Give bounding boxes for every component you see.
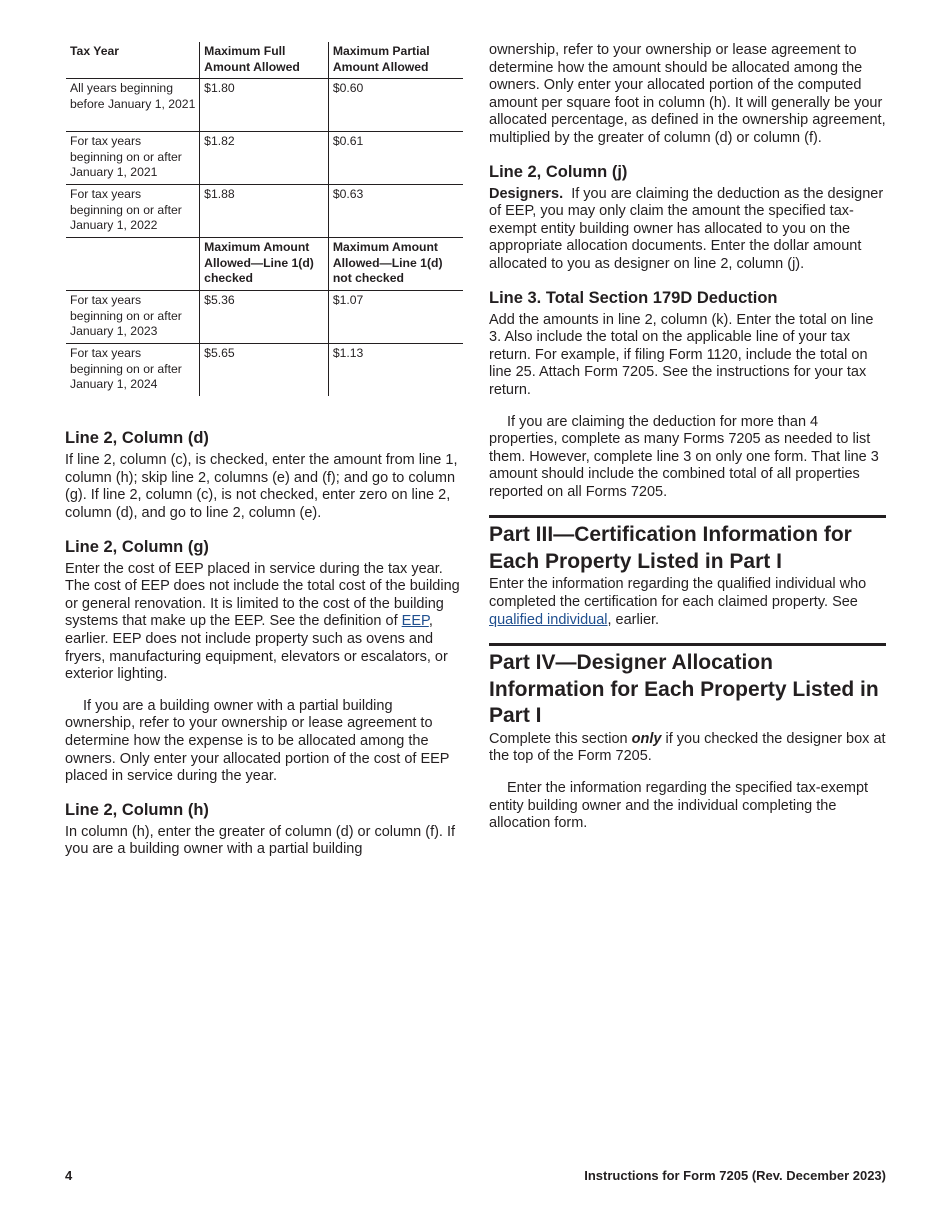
header-cell: Maximum Amount Allowed—Line 1(d) not checked xyxy=(328,238,463,291)
table-cell: $0.63 xyxy=(328,185,463,238)
table-cell: $1.13 xyxy=(328,344,463,397)
col-g-paragraph-2: If you are a building owner with a partial building ownership, refer to your ownership or lease agreement to determine how the expense is to be allocated among the owners. Only enter your allocated portion of the cost of EEP placed in service during the year. xyxy=(65,697,450,785)
table-row xyxy=(66,291,463,344)
header-cell: Maximum Partial Amount Allowed xyxy=(328,42,463,79)
col-h-heading: Line 2, Column (h) xyxy=(65,800,209,819)
part-3-text-before-link: Enter the information regarding the qualified individual who completed the certification for each claimed property. See xyxy=(489,576,867,611)
header-cell: Maximum Amount Allowed—Line 1(d) checked xyxy=(200,238,329,291)
table-cell: For tax years beginning on or after January 1, 2021 xyxy=(70,134,182,180)
line-3-heading: Line 3. Total Section 179D Deduction xyxy=(489,288,778,307)
table-cell: $5.36 xyxy=(200,291,329,344)
part-4-paragraph-1 xyxy=(489,731,886,766)
table-header-row xyxy=(66,42,463,79)
part-4-text-before: Complete this section xyxy=(489,730,632,747)
col-g-text-after-link: , earlier. EEP does not include property such as ovens and fryers, manufacturing equipment, elevators or escalators, or exterior lighting. xyxy=(65,613,448,683)
col-g-paragraph-1 xyxy=(65,561,462,684)
table-cell: $0.61 xyxy=(328,132,463,185)
table-row xyxy=(66,344,463,397)
col-j-heading: Line 2, Column (j) xyxy=(489,162,628,181)
table-cell: All years beginning before January 1, 2021 xyxy=(70,81,196,111)
table-cell: For tax years beginning on or after January 1, 2024 xyxy=(70,346,182,392)
header-cell xyxy=(66,238,200,291)
table-cell: $1.80 xyxy=(200,79,329,132)
continued-paragraph: ownership, refer to your ownership or lease agreement to determine how the amount should be allocated among the owners. Only enter your allocated portion of the computed amount per square foot in column (h). It will generally be your allocated percentage, as defined in the ownership agreement, multiplied by the greater of column (d) or column (f). xyxy=(489,42,886,146)
table-cell: $5.65 xyxy=(200,344,329,397)
form-title: Instructions for Form 7205 (Rev. December 2023) xyxy=(584,1168,886,1183)
qualified-individual-link[interactable]: qualified individual xyxy=(489,611,608,628)
table-row xyxy=(66,185,463,238)
col-j-text: If you are claiming the deduction as the designer of EEP, you may only claim the amount the specified tax-exempt entity building owner has allocated to you on the appropriate allocation documents. Enter the dollar amount allocated to you as designer on line 2, column (j). xyxy=(489,185,884,272)
header-cell: Tax Year xyxy=(70,44,120,58)
left-column xyxy=(65,42,462,873)
table-cell: $1.88 xyxy=(200,185,329,238)
part-3-text-after-link: , earlier. xyxy=(607,611,660,628)
part-3-section xyxy=(489,515,886,629)
line-3-paragraph-2: If you are claiming the deduction for more than 4 properties, complete as many Forms 7205 as needed to list them. However, complete line 3 on only one form. That line 3 amount should include the combined total of all properties reported on all Forms 7205. xyxy=(489,413,879,500)
part-4-heading: Part IV—Designer Allocation Information for Each Property Listed in Part I xyxy=(489,651,879,728)
part-4-paragraph-2: Enter the information regarding the specified tax-exempt entity building owner and the individual completing the allocation form. xyxy=(489,779,869,832)
table-subheader-row xyxy=(66,238,463,291)
page-number: 4 xyxy=(65,1168,73,1183)
col-g-heading: Line 2, Column (g) xyxy=(65,537,209,556)
table-cell: $1.07 xyxy=(328,291,463,344)
designers-lead: Designers. xyxy=(489,185,564,202)
header-cell: Maximum Full Amount Allowed xyxy=(200,42,329,79)
only-emphasis: only xyxy=(631,730,662,747)
table-cell: For tax years beginning on or after January 1, 2023 xyxy=(70,293,182,339)
col-d-text: If line 2, column (c), is checked, enter the amount from line 1, column (h); skip line 2, columns (e) and (f); and go to column (g). If line 2, column (c), is not checked, enter zero on line 2, column (d), and go to line 2, column (e). xyxy=(65,452,458,521)
table-cell: $1.82 xyxy=(200,132,329,185)
col-j-paragraph xyxy=(489,186,886,274)
table-row xyxy=(66,132,463,185)
eep-link[interactable]: EEP xyxy=(401,613,429,630)
table-cell: $0.60 xyxy=(328,79,463,132)
line-3-paragraph-1: Add the amounts in line 2, column (k). Enter the total on line 3. Also include the total on the applicable line of your tax return. For example, if filing Form 1120, include the total on line 25. Attach Form 7205. See the instructions for your tax return. xyxy=(489,311,874,398)
col-g-text-before-link: Enter the cost of EEP placed in service during the tax year. The cost of EEP does not include the total cost of the building or general renovation. It is limited to the cost of the building systems that make up the EEP. See the definition of xyxy=(65,560,460,630)
table-row xyxy=(66,79,463,132)
right-column xyxy=(489,42,886,847)
part-3-paragraph xyxy=(489,576,886,629)
col-h-text: In column (h), enter the greater of column (d) or column (f). If you are a building owner with a partial building xyxy=(65,823,456,858)
part-3-heading: Part III—Certification Information for Each Property Listed in Part I xyxy=(489,523,852,573)
part-4-text-after: if you checked the designer box at the top of the Form 7205. xyxy=(489,730,886,765)
table-cell: For tax years beginning on or after January 1, 2022 xyxy=(70,187,182,233)
part-4-section xyxy=(489,643,886,832)
col-d-heading: Line 2, Column (d) xyxy=(65,429,209,448)
rate-table xyxy=(66,42,463,396)
